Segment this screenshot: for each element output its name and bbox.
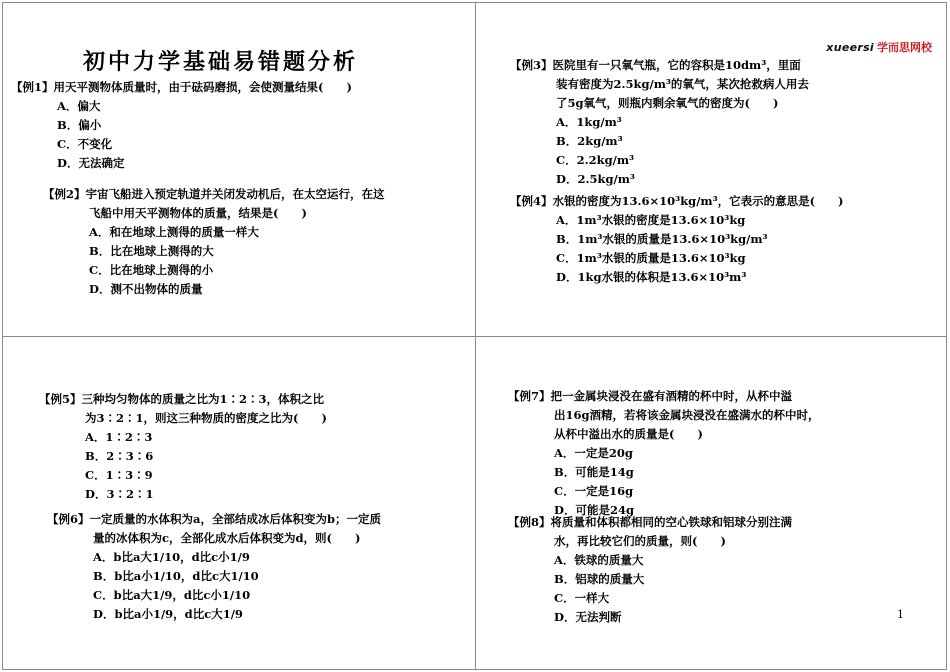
question-text: 水，再比较它们的质量，则( ) xyxy=(554,534,726,548)
question-8 xyxy=(508,513,792,627)
question-text-line xyxy=(47,529,381,548)
question-text-line xyxy=(510,192,844,211)
answer-option: A．1m³水银的密度是13.6×10³kg xyxy=(556,213,746,227)
answer-option: D．测不出物体的质量 xyxy=(89,282,203,296)
question-text: 水银的密度为13.6×10³kg/m³，它表示的意思是( ) xyxy=(552,194,844,208)
answer-option: A．铁球的质量大 xyxy=(554,553,644,567)
logo-text-cn: 学而思网校 xyxy=(877,41,932,54)
question-text-line xyxy=(510,56,809,75)
question-text-line xyxy=(508,387,820,406)
question-text: 宇宙飞船进入预定轨道并关闭发动机后，在太空运行，在这 xyxy=(85,187,385,201)
answer-option: A．1kg/m³ xyxy=(556,115,622,129)
answer-option: C．一定是16g xyxy=(554,484,634,498)
answer-option: D．可能是24g xyxy=(554,503,635,517)
question-number: 【例3】 xyxy=(510,58,553,72)
question-text: 三种均匀物体的质量之比为1∶2∶3，体积之比 xyxy=(81,392,325,406)
question-number: 【例7】 xyxy=(508,389,551,403)
answer-option: B．铝球的质量大 xyxy=(554,572,645,586)
question-6 xyxy=(47,510,381,624)
answer-option: B．比在地球上测得的大 xyxy=(89,244,214,258)
question-7 xyxy=(508,387,820,520)
slide-2 xyxy=(475,2,947,337)
question-5 xyxy=(39,390,327,504)
question-text: 将质量和体积都相同的空心铁球和铝球分别注满 xyxy=(550,515,793,529)
logo-text-en: xueersi xyxy=(826,41,874,54)
question-text-line xyxy=(43,204,385,223)
question-text-line xyxy=(508,406,820,425)
question-text-line xyxy=(510,75,809,94)
answer-option: C．2.2kg/m³ xyxy=(556,153,635,167)
answer-option: C．一样大 xyxy=(554,591,610,605)
question-number: 【例8】 xyxy=(508,515,551,529)
question-text-line xyxy=(508,532,792,551)
question-text-line xyxy=(11,78,352,97)
slide-4 xyxy=(475,336,947,670)
question-4 xyxy=(510,192,844,287)
answer-option: D．无法确定 xyxy=(57,156,125,170)
answer-option: D．无法判断 xyxy=(554,610,622,624)
answer-option: D．b比a小1/9，d比c大1/9 xyxy=(93,607,243,621)
answer-option: B．1m³水银的质量是13.6×10³kg/m³ xyxy=(556,232,768,246)
answer-option: C．b比a大1/9，d比c小1/10 xyxy=(93,588,251,602)
question-text: 为3∶2∶1，则这三种物质的密度之比为( ) xyxy=(85,411,327,425)
answer-option: D．1kg水银的体积是13.6×10³m³ xyxy=(556,270,747,284)
answer-option: B．可能是14g xyxy=(554,465,634,479)
question-1 xyxy=(11,78,352,173)
slide-3 xyxy=(2,336,476,670)
answer-option: A．b比a大1/10，d比c小1/9 xyxy=(93,550,250,564)
answer-option: B．2kg/m³ xyxy=(556,134,623,148)
slide-1 xyxy=(2,2,476,337)
question-text-line xyxy=(43,185,385,204)
question-number: 【例5】 xyxy=(39,392,82,406)
question-text: 用天平测物体质量时，由于砝码磨损，会使测量结果( ) xyxy=(53,80,352,94)
answer-option: C．1m³水银的质量是13.6×10³kg xyxy=(556,251,746,265)
answer-option: C．不变化 xyxy=(57,137,113,151)
question-2 xyxy=(43,185,385,299)
answer-option: C．1∶3∶9 xyxy=(85,468,153,482)
question-text: 装有密度为2.5kg/m³的氧气，某次抢救病人用去 xyxy=(556,77,809,91)
question-text: 医院里有一只氧气瓶，它的容积是10dm³，里面 xyxy=(552,58,801,72)
question-text: 出16g酒精，若将该金属块浸没在盛满水的杯中时， xyxy=(554,408,820,422)
question-3 xyxy=(510,56,809,189)
question-text-line xyxy=(39,390,327,409)
answer-option: C．比在地球上测得的小 xyxy=(89,263,214,277)
question-text: 量的冰体积为c，全部化成水后体积变为d，则( ) xyxy=(93,531,361,545)
answer-option: A．偏大 xyxy=(57,99,101,113)
answer-option: B．偏小 xyxy=(57,118,102,132)
question-number: 【例2】 xyxy=(43,187,86,201)
question-text: 一定质量的水体积为a，全部结成冰后体积变为b；一定质 xyxy=(89,512,382,526)
answer-option: A．和在地球上测得的质量一样大 xyxy=(89,225,259,239)
question-text: 飞船中用天平测物体的质量，结果是( ) xyxy=(89,206,307,220)
question-text-line xyxy=(508,513,792,532)
question-number: 【例4】 xyxy=(510,194,553,208)
page-title: 初中力学基础易错题分析 xyxy=(83,49,359,75)
question-text-line xyxy=(39,409,327,428)
question-number: 【例1】 xyxy=(11,80,54,94)
answer-option: A．一定是20g xyxy=(554,446,633,460)
question-text: 了5g氧气，则瓶内剩余氧气的密度为( ) xyxy=(556,96,779,110)
answer-option: D．2.5kg/m³ xyxy=(556,172,635,186)
question-text-line xyxy=(47,510,381,529)
answer-option: B．2∶3∶6 xyxy=(85,449,154,463)
question-text-line xyxy=(510,94,809,113)
answer-option: A．1∶2∶3 xyxy=(85,430,153,444)
answer-option: B．b比a小1/10，d比c大1/10 xyxy=(93,569,259,583)
question-text-line xyxy=(508,425,820,444)
answer-option: D．3∶2∶1 xyxy=(85,487,154,501)
page-number: 1 xyxy=(897,608,904,621)
xueersi-logo xyxy=(826,39,932,55)
question-number: 【例6】 xyxy=(47,512,90,526)
question-text: 从杯中溢出水的质量是( ) xyxy=(554,427,703,441)
question-text: 把一金属块浸没在盛有酒精的杯中时，从杯中溢 xyxy=(550,389,793,403)
